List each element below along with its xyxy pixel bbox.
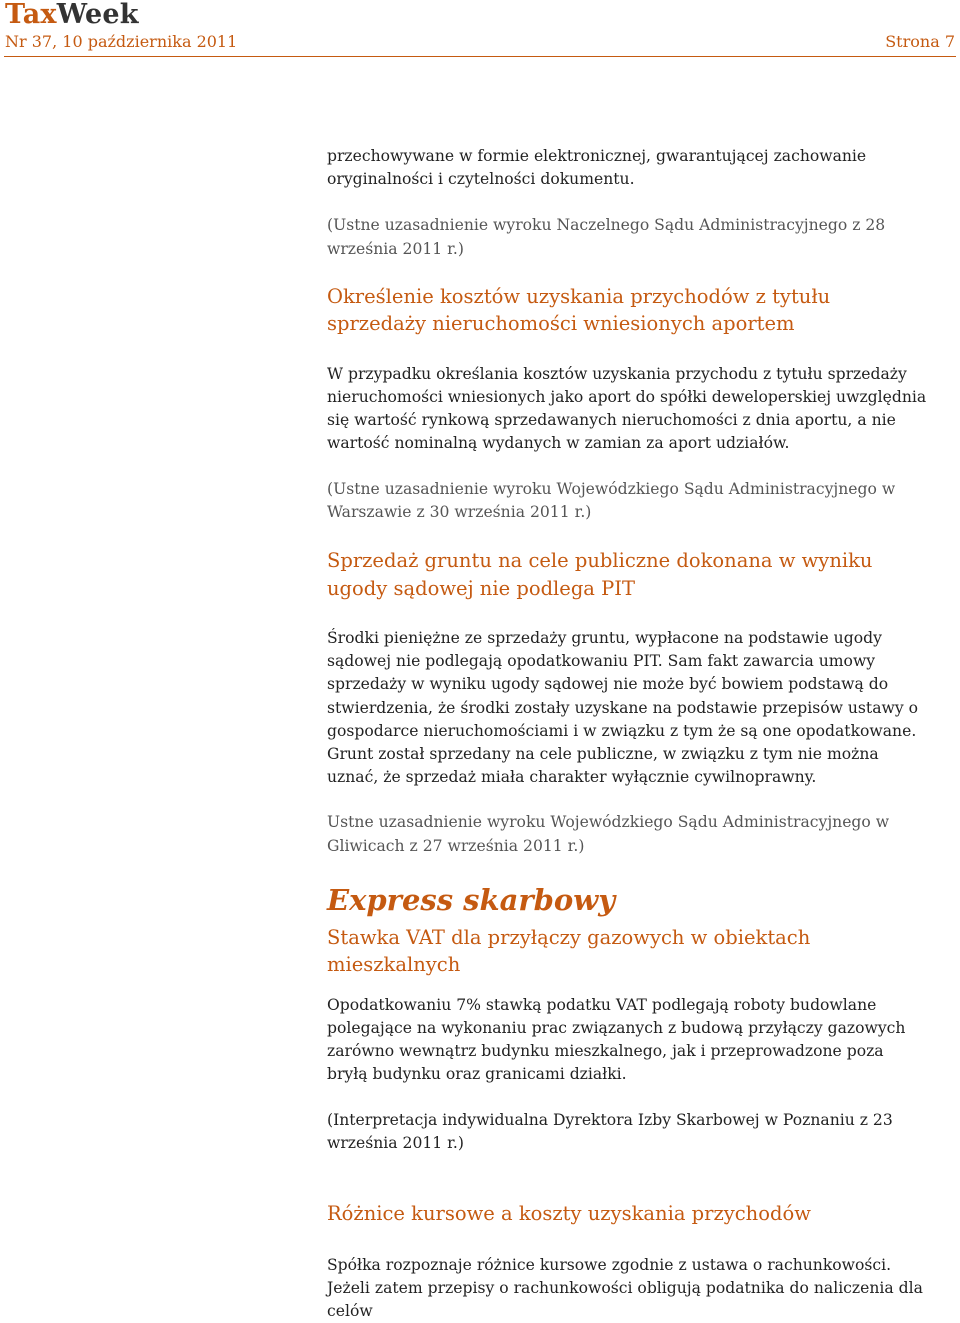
logo-week-part: Week	[56, 0, 139, 30]
section-3-paragraph: Opodatkowaniu 7% stawką podatku VAT podlegają roboty budowlane polegające na wykonaniu prac związanych z budową przyłączy gazowych zarówno wewnątrz budynku mieszkalnego, jak i przeprowadzone poza bryłą budynku oraz granicami działki.	[327, 995, 906, 1084]
logo-tax-part: Tax	[5, 0, 57, 30]
section-1-paragraph: W przypadku określania kosztów uzyskania przychodu z tytułu sprzedaży nieruchomości wniesionych jako aport do spółki deweloperskiej uwzględnia się wartość rynkową sprzedawanych nieruchomości z dnia aportu, a nie wartość nominalną wydanych w zamian za aport udziałów.	[327, 364, 927, 453]
issue-info: Nr 37, 10 października 2011	[5, 32, 238, 51]
section-4-paragraph: Spółka rozpoznaje różnice kursowe zgodnie z ustawa o rachunkowości. Jeżeli zatem przepisy o rachunkowości obligują podatnika do naliczenia dla celów	[327, 1255, 923, 1320]
section-1-title: Określenie kosztów uzyskania przychodów z tytułu sprzedaży nieruchomości wniesionych aportem	[327, 284, 831, 336]
intro-citation: (Ustne uzasadnienie wyroku Naczelnego Sądu Administracyjnego z 28 września 2011 r.)	[327, 216, 886, 258]
taxweek-logo	[5, 0, 139, 30]
page-header	[0, 0, 960, 60]
section-4-title: Różnice kursowe a koszty uzyskania przychodów	[327, 1202, 811, 1226]
section-2-paragraph: Środki pieniężne ze sprzedaży gruntu, wypłacone na podstawie ugody sądowej nie podlegają opodatkowaniu PIT. Sam fakt zawarcia umowy sprzedaży w wyniku ugody sądowej nie może być bowiem podstawą do stwierdzenia, że środki zostały uzyskane na podstawie przepisów ustawy o gospodarce nieruchomościami i w związku z tym że są one opodatkowane. Grunt został sprzedany na cele publiczne, w związku z tym nie można uznać, że sprzedaż miała charakter wyłącznie cywilnoprawny.	[327, 629, 919, 787]
page-number: Strona 7	[885, 32, 955, 51]
section-3-title: Stawka VAT dla przyłączy gazowych w obiektach mieszkalnych	[327, 925, 811, 977]
express-skarbowy-heading: Express skarbowy	[327, 882, 616, 917]
article-column	[327, 145, 927, 1323]
header-divider	[4, 56, 956, 57]
section-2-title: Sprzedaż gruntu na cele publiczne dokonana w wyniku ugody sądowej nie podlega PIT	[327, 549, 873, 600]
section-3-citation: (Interpretacja indywidualna Dyrektora Izby Skarbowej w Poznaniu z 23 września 2011 r.)	[327, 1110, 893, 1152]
section-2-citation: Ustne uzasadnienie wyroku Wojewódzkiego Sądu Administracyjnego w Gliwicach z 27 września 2011 r.)	[327, 813, 890, 855]
intro-paragraph: przechowywane w formie elektronicznej, gwarantującej zachowanie oryginalności i czytelności dokumentu.	[327, 147, 867, 189]
section-1-citation: (Ustne uzasadnienie wyroku Wojewódzkiego Sądu Administracyjnego w Warszawie z 30 września 2011 r.)	[327, 479, 896, 521]
